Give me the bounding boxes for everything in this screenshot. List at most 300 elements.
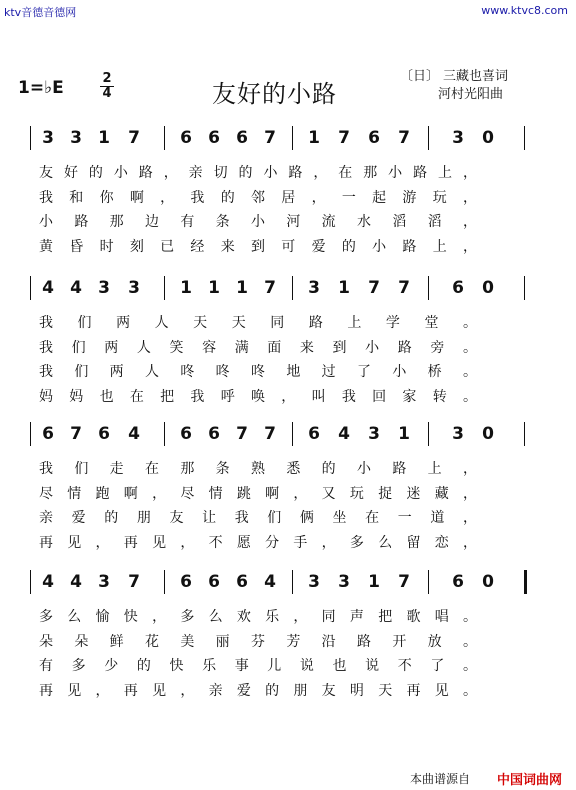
lyric-char: 留 (406, 535, 421, 551)
lyric-char: 我 (234, 510, 249, 526)
lyric-char: 见 (152, 683, 167, 699)
lyric-char: 。 (463, 315, 477, 331)
lyric-char: 我 (190, 389, 205, 405)
lyric-char: 的 (136, 658, 151, 674)
lyric-char: 回 (372, 389, 387, 405)
system-4 (0, 572, 576, 712)
lyric-char: 玩 (349, 486, 364, 502)
note: 6 (42, 424, 54, 444)
lyric-char: 愉 (95, 609, 110, 625)
lyric-char: 转 (432, 389, 447, 405)
lyric-char: 友 (169, 510, 184, 526)
lyric-char: 亲 (39, 510, 53, 526)
lyric-char: 小 (357, 461, 371, 477)
lyric-char: 么 (378, 535, 393, 551)
lyric-char: 捉 (378, 486, 393, 502)
lyric-char: 玩 (432, 190, 447, 206)
lyric-char: 友 (39, 165, 53, 181)
lyric-char: 小 (392, 364, 407, 380)
bar-line (164, 422, 165, 446)
note: 3 (98, 572, 110, 592)
note: 7 (128, 128, 140, 148)
lyric-char: 上 (432, 239, 447, 255)
bar-line (524, 126, 525, 150)
lyric-char: 朵 (39, 634, 53, 650)
lyric-char: 我 (39, 364, 53, 380)
lyric-char: 邻 (251, 190, 265, 206)
lyric-char: 小 (39, 214, 53, 230)
note: 6 (208, 572, 220, 592)
lyric-char: 也 (332, 658, 347, 674)
bar-line (292, 422, 293, 446)
lyric-char: 来 (220, 239, 235, 255)
lyric-char: 妈 (69, 389, 84, 405)
lyric-char: 啊 (129, 190, 144, 206)
lyric-char: 再 (123, 683, 138, 699)
lyric-char: 的 (265, 683, 280, 699)
bar-line (164, 570, 165, 594)
lyric-char: 路 (397, 340, 412, 356)
lyric-char: 藏 (434, 486, 449, 502)
lyric-char: 小 (113, 165, 128, 181)
lyric-char: 容 (202, 340, 217, 356)
lyric-char: 儿 (267, 658, 282, 674)
composer: 河村光阳曲 (438, 87, 504, 102)
lyric-char: 我 (341, 389, 356, 405)
lyric-char: 我 (190, 190, 205, 206)
lyric-char: 么 (67, 609, 82, 625)
lyric-char: 。 (463, 389, 477, 405)
lyric-char: 和 (69, 190, 84, 206)
footer-source: 本曲谱源自 (410, 772, 471, 786)
lyric-char: 路 (402, 239, 417, 255)
bar-line (30, 570, 31, 594)
note: 3 (452, 424, 464, 444)
note: 0 (482, 572, 494, 592)
lyric-char: 路 (392, 461, 407, 477)
note: 1 (208, 278, 220, 298)
lyric-char: 。 (463, 609, 477, 625)
lyric-char: 见 (434, 683, 449, 699)
note: 7 (398, 572, 410, 592)
note: 1 (98, 128, 110, 148)
lyric-char: 在 (338, 165, 353, 181)
lyric-char: 两 (116, 315, 131, 331)
lyric-char: 声 (349, 609, 364, 625)
lyric-char: 开 (392, 634, 407, 650)
lyric-char: 放 (427, 634, 442, 650)
lyric-char: 路 (74, 214, 89, 230)
credits-origin: 〔日〕 (400, 69, 440, 84)
lyric-char: ， (95, 535, 110, 551)
lyric-char: 笑 (169, 340, 184, 356)
lyric-char: 人 (136, 340, 151, 356)
lyric-char: 有 (180, 214, 195, 230)
meter-bottom: 4 (102, 86, 112, 101)
lyric-char: 学 (385, 315, 400, 331)
lyric-char: ， (152, 609, 167, 625)
lyric-char: ， (463, 239, 477, 255)
note: 3 (308, 278, 320, 298)
lyric-char: 情 (208, 486, 223, 502)
note: 4 (264, 572, 276, 592)
lyric-char: 再 (39, 535, 53, 551)
note: 1 (236, 278, 248, 298)
lyric-char: 朋 (136, 510, 151, 526)
lyric-char: 咚 (180, 364, 195, 380)
lyric-char: 起 (372, 190, 387, 206)
lyric-char: 啊 (123, 486, 138, 502)
lyric-char: 好 (63, 165, 78, 181)
lyric-char: 来 (299, 340, 314, 356)
note: 7 (128, 572, 140, 592)
lyric-char: 也 (99, 389, 114, 405)
lyric-char: 啊 (265, 486, 280, 502)
note: 6 (208, 128, 220, 148)
lyric-char: 们 (74, 461, 89, 477)
note: 7 (338, 128, 350, 148)
lyric-char: 有 (39, 658, 53, 674)
lyric-char: 路 (308, 315, 323, 331)
lyric-char: 叫 (311, 389, 326, 405)
lyric-char: ， (463, 461, 477, 477)
lyric-char: 让 (202, 510, 217, 526)
lyric-char: 一 (397, 510, 412, 526)
lyric-char: ， (160, 190, 175, 206)
lyric-char: 天 (378, 683, 393, 699)
lyric-char: 我 (39, 461, 53, 477)
lyric-char: 亲 (208, 683, 223, 699)
lyric-char: 说 (299, 658, 314, 674)
lyric-char: ， (152, 486, 167, 502)
lyric-char: 滔 (392, 214, 407, 230)
lyric-char: 少 (104, 658, 119, 674)
lyric-char: 不 (397, 658, 412, 674)
bar-line (292, 276, 293, 300)
lyric-char: 你 (99, 190, 114, 206)
lyric-char: 可 (281, 239, 296, 255)
lyric-char: 手 (293, 535, 308, 551)
lyric-char: 天 (231, 315, 246, 331)
lyric-char: 游 (402, 190, 417, 206)
footer-site: 中国词曲网 (497, 773, 563, 788)
lyric-char: 。 (463, 364, 477, 380)
lyric-char: ， (463, 214, 477, 230)
lyric-char: 同 (321, 609, 336, 625)
lyric-char: 上 (347, 315, 362, 331)
lyric-char: 黄 (39, 239, 53, 255)
system-2 (0, 278, 576, 418)
lyric-char: 尽 (39, 486, 53, 502)
bar-line (30, 126, 31, 150)
note: 3 (42, 128, 54, 148)
bar-line (428, 570, 429, 594)
bar-line (524, 276, 525, 300)
lyric-char: 上 (427, 461, 442, 477)
lyric-char: 我 (39, 315, 53, 331)
lyric-char: 芳 (286, 634, 301, 650)
lyric-char: 人 (154, 315, 169, 331)
lyric-char: 说 (365, 658, 380, 674)
lyric-char: 桥 (427, 364, 442, 380)
lyric-char: 再 (39, 683, 53, 699)
lyric-char: 。 (463, 340, 477, 356)
lyric-char: 路 (138, 165, 153, 181)
lyric-char: 俩 (299, 510, 314, 526)
lyric-char: 明 (349, 683, 364, 699)
note: 0 (482, 128, 494, 148)
lyric-char: 呼 (220, 389, 235, 405)
lyric-char: 过 (321, 364, 336, 380)
lyric-char: 歌 (406, 609, 421, 625)
note: 7 (70, 424, 82, 444)
lyric-char: 的 (321, 461, 336, 477)
note: 6 (452, 278, 464, 298)
lyric-char: 们 (77, 315, 92, 331)
lyric-char: 的 (104, 510, 119, 526)
lyric-char: 在 (129, 389, 144, 405)
note: 6 (308, 424, 320, 444)
lyric-char: 路 (357, 634, 371, 650)
lyric-char: 两 (104, 340, 119, 356)
lyric-char: 又 (321, 486, 336, 502)
lyric-char: 情 (67, 486, 82, 502)
watermark-right: www.ktvc8.com (481, 4, 568, 17)
note: 4 (42, 278, 54, 298)
note: 7 (398, 128, 410, 148)
lyric-char: 多 (349, 535, 364, 551)
bar-line (30, 422, 31, 446)
lyric-char: ， (180, 683, 195, 699)
lyric-char: ， (313, 165, 328, 181)
note: 7 (398, 278, 410, 298)
lyric-char: 爱 (71, 510, 86, 526)
credits (400, 68, 508, 104)
lyric-char: 居 (281, 190, 296, 206)
lyric-char: ， (180, 535, 195, 551)
lyric-char: 人 (145, 364, 159, 380)
lyric-char: 堂 (424, 315, 439, 331)
meter-top: 2 (102, 71, 112, 86)
lyric-char: 快 (169, 658, 184, 674)
lyric-char: 小 (251, 214, 265, 230)
lyric-char: 滔 (427, 214, 442, 230)
lyric-char: 刻 (129, 239, 144, 255)
lyric-char: 已 (160, 239, 175, 255)
note: 3 (70, 128, 82, 148)
lyric-char: 了 (357, 364, 371, 380)
lyric-char: 们 (71, 340, 86, 356)
lyric-char: 把 (160, 389, 175, 405)
lyric-char: 流 (321, 214, 336, 230)
note: 3 (452, 128, 464, 148)
note: 6 (180, 128, 192, 148)
lyric-char: 。 (463, 634, 477, 650)
page-title: 友好的小路 (212, 80, 337, 108)
lyric-char: 咚 (215, 364, 230, 380)
note: 1 (398, 424, 410, 444)
lyric-char: 的 (220, 190, 235, 206)
lyric-char: 芬 (251, 634, 265, 650)
lyric-char: 的 (341, 239, 356, 255)
note: 3 (368, 424, 380, 444)
lyric-char: 的 (238, 165, 253, 181)
note: 7 (368, 278, 380, 298)
note: 1 (368, 572, 380, 592)
note: 6 (180, 572, 192, 592)
note: 6 (452, 572, 464, 592)
lyric-char: ， (463, 535, 477, 551)
lyric-char: 经 (190, 239, 205, 255)
lyric-char: 小 (372, 239, 387, 255)
lyric-char: ， (463, 510, 477, 526)
lyric-char: 河 (286, 214, 301, 230)
lyric-char: 条 (215, 461, 230, 477)
lyric-char: 在 (365, 510, 380, 526)
lyric-char: 乐 (202, 658, 217, 674)
system-3 (0, 424, 576, 564)
lyric-char: 尽 (180, 486, 195, 502)
bar-line (292, 570, 293, 594)
key-signature: 1=♭E (18, 78, 64, 98)
lyric-char: 家 (402, 389, 417, 405)
bar-line (30, 276, 31, 300)
lyric-char: 坐 (332, 510, 347, 526)
lyric-char: ， (463, 486, 477, 502)
note: 4 (42, 572, 54, 592)
lyric-char: ， (281, 389, 296, 405)
lyric-char: 爱 (236, 683, 251, 699)
note: 7 (264, 424, 276, 444)
note: 4 (70, 572, 82, 592)
note: 7 (264, 278, 276, 298)
lyric-char: 朵 (74, 634, 89, 650)
lyric-char: 我 (39, 340, 53, 356)
lyric-char: 切 (213, 165, 228, 181)
lyric-char: 跳 (236, 486, 251, 502)
note: 6 (98, 424, 110, 444)
lyric-char: 条 (215, 214, 230, 230)
lyric-char: 两 (109, 364, 124, 380)
lyric-char: 事 (234, 658, 249, 674)
note: 1 (338, 278, 350, 298)
note: 0 (482, 278, 494, 298)
lyric-char: 了 (430, 658, 445, 674)
lyric-char: 唱 (434, 609, 449, 625)
lyric-char: 多 (180, 609, 195, 625)
lyric-char: 满 (234, 340, 249, 356)
lyric-char: 分 (265, 535, 280, 551)
bar-line (524, 422, 525, 446)
lyric-char: 水 (357, 214, 371, 230)
lyric-char: 路 (288, 165, 303, 181)
lyric-char: 欢 (236, 609, 251, 625)
lyric-char: 小 (263, 165, 278, 181)
note: 3 (128, 278, 140, 298)
note: 6 (180, 424, 192, 444)
lyric-char: 悉 (286, 461, 301, 477)
lyric-char: 道 (430, 510, 445, 526)
lyric-char: 再 (123, 535, 138, 551)
note: 7 (236, 424, 248, 444)
lyric-char: 恋 (434, 535, 449, 551)
lyric-char: 多 (39, 609, 53, 625)
lyric-char: 到 (251, 239, 265, 255)
lyric-char: ， (463, 165, 477, 181)
lyric-char: 天 (193, 315, 208, 331)
lyric-char: 旁 (430, 340, 445, 356)
watermark-left: ktv音德音德网 (4, 6, 77, 19)
note: 0 (482, 424, 494, 444)
lyric-char: 不 (208, 535, 223, 551)
bar-line (524, 570, 527, 594)
lyric-char: 小 (365, 340, 380, 356)
lyric-char: 迷 (406, 486, 421, 502)
lyric-char: 乐 (265, 609, 280, 625)
lyric-char: 小 (388, 165, 403, 181)
note: 4 (128, 424, 140, 444)
lyric-char: 爱 (311, 239, 326, 255)
lyric-char: 咚 (251, 364, 265, 380)
lyric-char: ， (321, 535, 336, 551)
note: 4 (338, 424, 350, 444)
lyric-char: 同 (270, 315, 285, 331)
lyric-char: 么 (208, 609, 223, 625)
lyric-char: 快 (123, 609, 138, 625)
lyric-char: 熟 (251, 461, 265, 477)
lyric-char: ， (311, 190, 326, 206)
lyric-char: 地 (286, 364, 301, 380)
lyric-char: 见 (67, 535, 82, 551)
lyric-char: 边 (145, 214, 159, 230)
bar-line (428, 422, 429, 446)
lyric-char: 愿 (236, 535, 251, 551)
lyric-char: 见 (67, 683, 82, 699)
lyric-char: 见 (152, 535, 167, 551)
bar-line (164, 126, 165, 150)
note: 4 (70, 278, 82, 298)
note: 6 (236, 128, 248, 148)
lyricist: 三藏也喜词 (443, 69, 509, 84)
bar-line (292, 126, 293, 150)
lyric-char: 鲜 (109, 634, 124, 650)
lyric-char: 。 (463, 658, 477, 674)
lyric-char: ， (293, 486, 308, 502)
lyric-char: ， (163, 165, 178, 181)
lyric-char: 面 (267, 340, 282, 356)
lyric-char: 再 (406, 683, 421, 699)
note: 7 (264, 128, 276, 148)
note: 6 (368, 128, 380, 148)
lyric-char: 上 (438, 165, 453, 181)
lyric-char: 那 (109, 214, 124, 230)
lyric-char: 妈 (39, 389, 53, 405)
lyric-char: ， (293, 609, 308, 625)
note: 6 (208, 424, 220, 444)
note: 3 (338, 572, 350, 592)
lyric-char: ， (463, 190, 477, 206)
lyric-char: 昏 (69, 239, 84, 255)
lyric-char: 路 (413, 165, 428, 181)
note: 3 (98, 278, 110, 298)
lyric-char: 在 (145, 461, 159, 477)
lyric-char: 。 (463, 683, 477, 699)
lyric-char: 美 (180, 634, 195, 650)
note: 1 (180, 278, 192, 298)
bar-line (428, 276, 429, 300)
lyric-char: 花 (145, 634, 159, 650)
time-signature (100, 72, 114, 101)
